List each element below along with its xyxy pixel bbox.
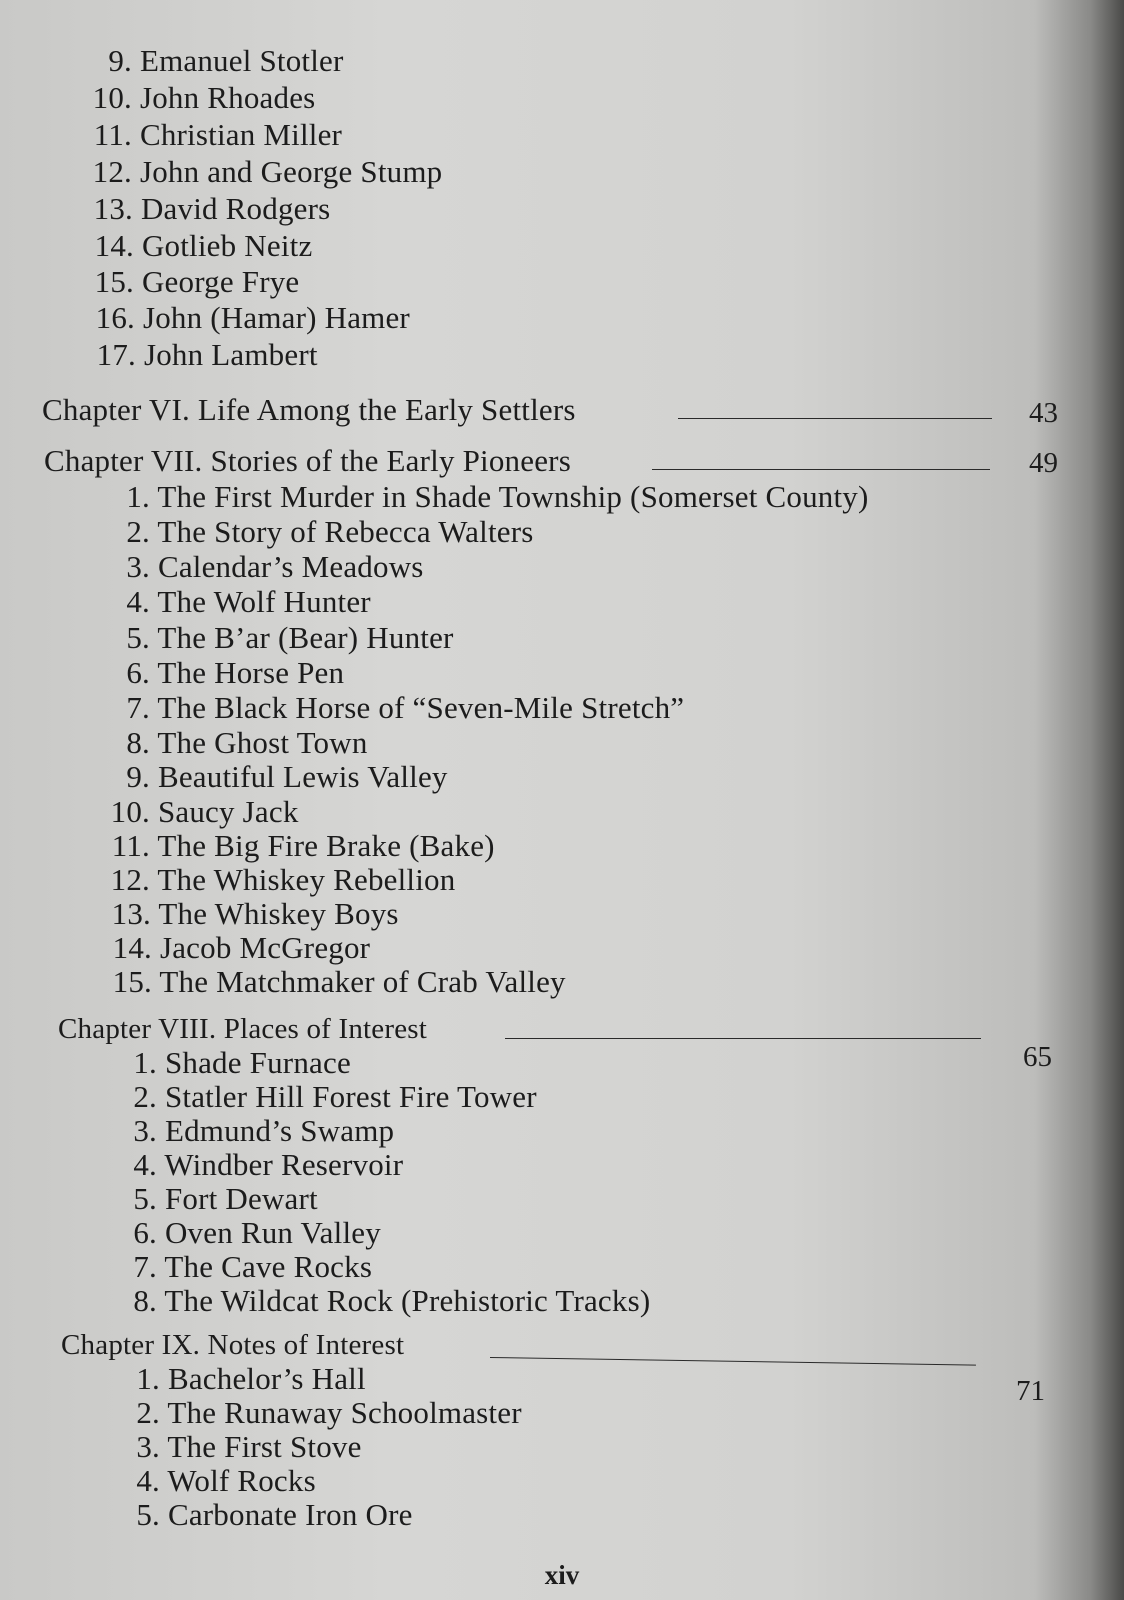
list-item (108, 480, 869, 514)
item-text: Gotlieb Neitz (141, 228, 313, 263)
item-number: 9. (108, 43, 132, 78)
list-item (115, 1046, 351, 1080)
item-number: 11. (93, 117, 132, 152)
list-item (115, 1182, 318, 1216)
list-item (115, 1114, 394, 1148)
item-number: 16. (95, 300, 135, 335)
item-text: The Wildcat Rock (Prehistoric Tracks) (164, 1283, 651, 1318)
list-item (108, 829, 495, 863)
item-number: 7. (126, 690, 150, 725)
item-text: Beautiful Lewis Valley (157, 759, 448, 794)
list-item (118, 1362, 366, 1396)
item-text: The Cave Rocks (164, 1249, 373, 1284)
item-number: 14. (112, 930, 152, 965)
item-text: John (Hamar) Hamer (142, 300, 410, 335)
item-number: 14. (94, 228, 134, 263)
list-item (108, 550, 424, 584)
item-number: 3. (126, 549, 150, 584)
item-number: 5. (133, 1181, 157, 1216)
chapter-6-title: Chapter VI. Life Among the Early Settlers (42, 392, 576, 427)
item-text: The Black Horse of “Seven-Mile Stretch” (157, 690, 685, 725)
item-text: The Story of Rebecca Walters (157, 514, 534, 549)
list-item (115, 1284, 650, 1318)
item-text: The Horse Pen (157, 655, 345, 690)
item-number: 3. (133, 1113, 157, 1148)
item-text: Carbonate Iron Ore (167, 1497, 413, 1532)
item-number: 15. (94, 264, 134, 299)
list-item (90, 118, 342, 152)
item-text: Edmund’s Swamp (164, 1113, 395, 1148)
leader-line (652, 469, 990, 470)
list-item (108, 760, 448, 794)
item-number: 13. (111, 896, 151, 931)
item-text: George Frye (141, 264, 300, 299)
item-text: David Rodgers (140, 191, 331, 226)
item-text: Jacob McGregor (159, 930, 371, 965)
item-number: 5. (136, 1497, 160, 1532)
item-number: 10. (110, 794, 150, 829)
item-number: 1. (126, 479, 150, 514)
list-item (108, 585, 371, 619)
leader-line (490, 1357, 976, 1366)
item-number: 12. (110, 862, 150, 897)
chapter-9-page: 71 (1016, 1375, 1045, 1407)
item-number: 13. (93, 191, 133, 226)
list-item (108, 515, 534, 549)
list-item (110, 965, 566, 999)
item-number: 9. (126, 759, 150, 794)
item-number: 2. (136, 1395, 160, 1430)
list-item (108, 656, 344, 690)
item-text: The Matchmaker of Crab Valley (159, 964, 566, 999)
list-item (115, 1148, 403, 1182)
list-item (90, 81, 315, 115)
item-number: 8. (133, 1283, 157, 1318)
chapter-9-title: Chapter IX. Notes of Interest (61, 1329, 405, 1361)
list-item (115, 1080, 537, 1114)
list-item (90, 44, 344, 78)
item-text: Statler Hill Forest Fire Tower (164, 1079, 537, 1114)
item-text: The Whiskey Rebellion (157, 862, 456, 897)
item-text: Windber Reservoir (164, 1147, 404, 1182)
leader-line (505, 1038, 981, 1039)
list-item (94, 338, 318, 372)
item-number: 12. (92, 154, 132, 189)
item-text: Wolf Rocks (167, 1463, 316, 1498)
item-number: 6. (133, 1215, 157, 1250)
item-text: John Rhoades (139, 80, 316, 115)
item-text: John and George Stump (139, 154, 443, 189)
leader-line (678, 418, 992, 419)
page-number: xiv (544, 1560, 580, 1590)
item-number: 17. (96, 337, 136, 372)
item-number: 5. (126, 620, 150, 655)
item-text: Oven Run Valley (164, 1215, 381, 1250)
item-number: 6. (126, 655, 150, 690)
item-number: 1. (133, 1045, 157, 1080)
item-number: 7. (133, 1249, 157, 1284)
item-number: 2. (133, 1079, 157, 1114)
item-number: 1. (136, 1361, 160, 1396)
chapter-8-title: Chapter VIII. Places of Interest (58, 1013, 428, 1045)
chapter-7-title: Chapter VII. Stories of the Early Pioneers (44, 443, 571, 478)
list-item (118, 1498, 413, 1532)
list-item (93, 301, 410, 335)
list-item (108, 726, 368, 760)
list-item (115, 1250, 372, 1284)
item-text: The Whiskey Boys (158, 896, 399, 931)
item-text: The First Stove (167, 1429, 362, 1464)
chapter-8-page: 65 (1023, 1041, 1052, 1073)
item-number: 11. (111, 828, 150, 863)
list-item (108, 863, 455, 897)
list-item (108, 795, 299, 829)
item-text: The First Murder in Shade Township (Somerset County) (157, 479, 869, 514)
item-text: The B’ar (Bear) Hunter (157, 620, 454, 655)
item-number: 4. (133, 1147, 157, 1182)
item-number: 4. (136, 1463, 160, 1498)
list-item (91, 192, 330, 226)
item-text: Saucy Jack (157, 794, 299, 829)
chapter-7-page: 49 (1029, 447, 1058, 479)
list-item (110, 931, 370, 965)
item-text: The Big Fire Brake (Bake) (157, 828, 495, 863)
list-item (90, 155, 442, 189)
item-text: The Wolf Hunter (157, 584, 371, 619)
list-item (108, 621, 454, 655)
list-item (109, 897, 399, 931)
item-text: The Runaway Schoolmaster (167, 1395, 522, 1430)
item-text: Christian Miller (139, 117, 343, 152)
list-item (108, 691, 684, 725)
list-item (118, 1464, 316, 1498)
item-text: The Ghost Town (157, 725, 368, 760)
item-number: 4. (126, 584, 150, 619)
item-text: Bachelor’s Hall (167, 1361, 366, 1396)
item-text: Calendar’s Meadows (157, 549, 424, 584)
item-number: 15. (112, 964, 152, 999)
item-text: John Lambert (143, 337, 318, 372)
list-item (118, 1430, 362, 1464)
list-item (92, 229, 312, 263)
list-item (115, 1216, 381, 1250)
item-number: 2. (126, 514, 150, 549)
item-number: 8. (126, 725, 150, 760)
item-text: Shade Furnace (164, 1045, 351, 1080)
list-item (92, 265, 299, 299)
item-text: Fort Dewart (164, 1181, 318, 1216)
chapter-6-page: 43 (1029, 397, 1058, 429)
item-text: Emanuel Stotler (139, 43, 344, 78)
item-number: 10. (92, 80, 132, 115)
list-item (118, 1396, 522, 1430)
item-number: 3. (136, 1429, 160, 1464)
